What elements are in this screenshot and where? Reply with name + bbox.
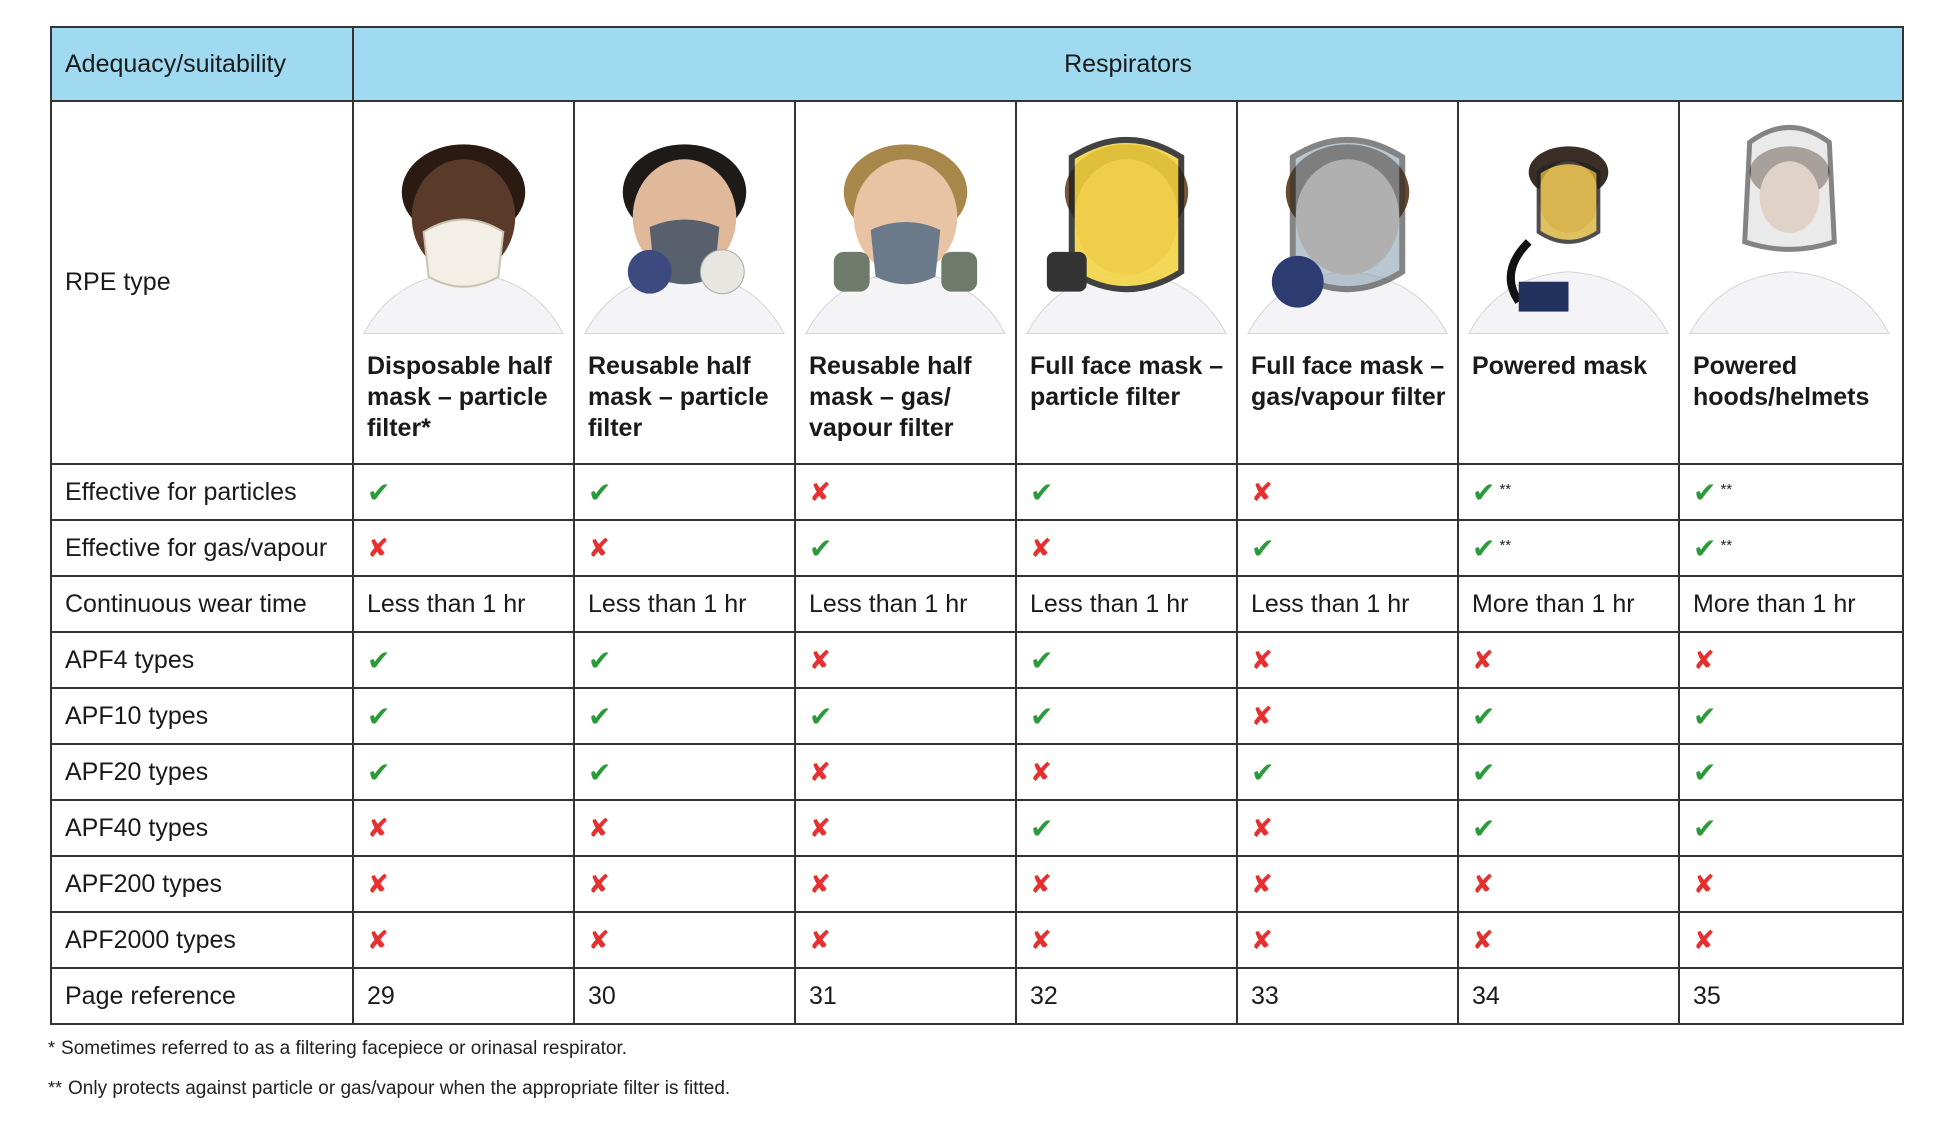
table-cell [574, 912, 795, 968]
table-cell [353, 800, 574, 856]
cross-icon: ✘ [1472, 868, 1494, 899]
table-cell [1016, 912, 1237, 968]
table-cell [574, 800, 795, 856]
adequacy-header: Adequacy/suitability [51, 27, 353, 101]
table-cell [353, 464, 574, 520]
table-cell [353, 520, 574, 576]
table-cell [1237, 464, 1458, 520]
table-cell [1679, 856, 1903, 912]
table-cell [1458, 856, 1679, 912]
table-cell [574, 632, 795, 688]
table-row [51, 632, 1903, 688]
table-row [51, 520, 1903, 576]
table-cell [574, 520, 795, 576]
person-illustration [1459, 102, 1678, 334]
cross-icon: ✘ [1251, 700, 1273, 731]
cross-icon: ✘ [1251, 812, 1273, 843]
table-cell [1679, 744, 1903, 800]
table-cell [1016, 744, 1237, 800]
rpe-type-name: Disposable half mask – particle filter* [353, 334, 574, 464]
row-label: Continuous wear time [51, 576, 353, 632]
tick-icon: ✔ [809, 700, 833, 732]
tick-icon: ✔ [1472, 812, 1496, 844]
cross-icon: ✘ [1030, 532, 1052, 563]
double-star-note: ** [1720, 480, 1733, 498]
cross-icon: ✘ [809, 644, 831, 675]
row-label: APF200 types [51, 856, 353, 912]
page-reference-cell: 32 [1016, 968, 1237, 1024]
table-cell [1679, 520, 1903, 576]
rpe-type-label: RPE type [51, 101, 353, 464]
table-cell [574, 744, 795, 800]
table-row [51, 464, 1903, 520]
table-cell [1458, 800, 1679, 856]
table-cell [795, 688, 1016, 744]
row-label: Effective for gas/vapour [51, 520, 353, 576]
tick-icon: ✔ [1472, 700, 1496, 732]
rpe-type-name: Full face mask – gas/vapour filter [1237, 334, 1458, 464]
tick-icon: ✔ [588, 756, 612, 788]
person-powered-mask-icon [1458, 101, 1679, 334]
footnote [48, 1078, 730, 1100]
row-label: APF4 types [51, 632, 353, 688]
table-row [51, 744, 1903, 800]
table-cell [1458, 912, 1679, 968]
tick-icon: ✔ [1030, 476, 1054, 508]
table-cell: Less than 1 hr [574, 576, 795, 632]
person-illustration [796, 102, 1015, 334]
cross-icon: ✘ [1472, 644, 1494, 675]
table-cell [353, 912, 574, 968]
rpe-comparison-table [50, 26, 1904, 1025]
cross-icon: ✘ [367, 868, 389, 899]
table-cell [1016, 856, 1237, 912]
person-reusable-half-mask-icon [574, 101, 795, 334]
cross-icon: ✘ [1030, 756, 1052, 787]
table-cell: Less than 1 hr [353, 576, 574, 632]
table-cell [574, 464, 795, 520]
table-cell [353, 688, 574, 744]
table-cell [1679, 688, 1903, 744]
table-cell [1458, 632, 1679, 688]
footnotes [48, 1038, 730, 1118]
table-cell [1237, 856, 1458, 912]
tick-icon: ✔ [1030, 644, 1054, 676]
cross-icon: ✘ [809, 924, 831, 955]
footnote-text: Only protects against particle or gas/vapour when the appropriate filter is fitted. [68, 1078, 731, 1099]
tick-icon: ✔ [367, 756, 391, 788]
tick-icon: ✔ [588, 700, 612, 732]
cross-icon: ✘ [367, 532, 389, 563]
table-cell [1237, 744, 1458, 800]
table-cell [795, 520, 1016, 576]
table-cell: Less than 1 hr [1016, 576, 1237, 632]
tick-icon: ✔ [1030, 812, 1054, 844]
table-row [51, 576, 1903, 632]
rpe-type-name: Reusable half mask – particle filter [574, 334, 795, 464]
cross-icon: ✘ [1693, 644, 1715, 675]
cross-icon: ✘ [1251, 868, 1273, 899]
row-label: Page reference [51, 968, 353, 1024]
table-cell [1016, 800, 1237, 856]
table-cell [1237, 800, 1458, 856]
table-cell [1458, 744, 1679, 800]
footnote [48, 1038, 730, 1060]
tick-icon: ✔ [1472, 756, 1496, 788]
rpe-type-name: Powered mask [1458, 334, 1679, 464]
cross-icon: ✘ [1693, 924, 1715, 955]
tick-icon: ✔ [1472, 476, 1496, 508]
footnote-mark: * [48, 1038, 56, 1058]
cross-icon: ✘ [1251, 476, 1273, 507]
person-illustration [1238, 102, 1457, 334]
table-cell: Less than 1 hr [1237, 576, 1458, 632]
page-reference-cell: 29 [353, 968, 574, 1024]
cross-icon: ✘ [1251, 644, 1273, 675]
double-star-note: ** [1499, 536, 1512, 554]
page-reference-cell: 31 [795, 968, 1016, 1024]
cross-icon: ✘ [1030, 868, 1052, 899]
tick-icon: ✔ [1030, 700, 1054, 732]
page-reference-cell: 35 [1679, 968, 1903, 1024]
table-cell [574, 856, 795, 912]
table-cell [353, 856, 574, 912]
tick-icon: ✔ [367, 644, 391, 676]
tick-icon: ✔ [1251, 756, 1275, 788]
cross-icon: ✘ [367, 924, 389, 955]
cross-icon: ✘ [1251, 924, 1273, 955]
person-full-face-mask-icon [1016, 101, 1237, 334]
tick-icon: ✔ [588, 476, 612, 508]
table-cell [1679, 912, 1903, 968]
tick-icon: ✔ [1693, 476, 1717, 508]
respirators-header: Respirators [353, 27, 1903, 101]
person-illustration [1017, 102, 1236, 334]
table-cell [1237, 520, 1458, 576]
row-label: APF40 types [51, 800, 353, 856]
person-full-face-gas-mask-icon [1237, 101, 1458, 334]
person-powered-hood-icon [1679, 101, 1903, 334]
cross-icon: ✘ [1030, 924, 1052, 955]
tick-icon: ✔ [588, 644, 612, 676]
page-reference-cell: 30 [574, 968, 795, 1024]
table-cell [1016, 632, 1237, 688]
table-cell [1679, 464, 1903, 520]
table-cell [795, 632, 1016, 688]
table-cell [1458, 520, 1679, 576]
row-label: APF20 types [51, 744, 353, 800]
cross-icon: ✘ [588, 812, 610, 843]
cross-icon: ✘ [588, 532, 610, 563]
rpe-type-name: Reusable half mask – gas/ vapour filter [795, 334, 1016, 464]
table-cell [1237, 632, 1458, 688]
table-cell [1458, 464, 1679, 520]
table-cell [1679, 800, 1903, 856]
cross-icon: ✘ [1472, 924, 1494, 955]
cross-icon: ✘ [588, 924, 610, 955]
tick-icon: ✔ [1693, 532, 1717, 564]
table-row [51, 800, 1903, 856]
tick-icon: ✔ [809, 532, 833, 564]
tick-icon: ✔ [367, 700, 391, 732]
person-disposable-mask-icon [353, 101, 574, 334]
person-half-mask-gas-icon [795, 101, 1016, 334]
table-cell [795, 744, 1016, 800]
table-cell [1237, 912, 1458, 968]
table-cell [795, 856, 1016, 912]
cross-icon: ✘ [1693, 868, 1715, 899]
table-row [51, 912, 1903, 968]
person-illustration [354, 102, 573, 334]
table-cell [1016, 464, 1237, 520]
table-cell [574, 688, 795, 744]
table-cell [1679, 632, 1903, 688]
footnote-mark: ** [48, 1078, 63, 1098]
table-cell: Less than 1 hr [795, 576, 1016, 632]
cross-icon: ✘ [809, 868, 831, 899]
tick-icon: ✔ [367, 476, 391, 508]
page-reference-cell: 33 [1237, 968, 1458, 1024]
tick-icon: ✔ [1693, 812, 1717, 844]
table-cell [1237, 688, 1458, 744]
table-cell [353, 632, 574, 688]
cross-icon: ✘ [588, 868, 610, 899]
cross-icon: ✘ [809, 756, 831, 787]
cross-icon: ✘ [367, 812, 389, 843]
table-cell [1458, 688, 1679, 744]
rpe-image-row [51, 101, 1903, 334]
tick-icon: ✔ [1251, 532, 1275, 564]
table-cell [795, 800, 1016, 856]
cross-icon: ✘ [809, 812, 831, 843]
page-reference-row [51, 968, 1903, 1024]
tick-icon: ✔ [1693, 756, 1717, 788]
row-label: APF2000 types [51, 912, 353, 968]
rpe-type-name: Powered hoods/helmets [1679, 334, 1903, 464]
table-row [51, 856, 1903, 912]
table-cell [353, 744, 574, 800]
person-illustration [1680, 102, 1899, 334]
table-cell [1016, 520, 1237, 576]
table-cell [1016, 688, 1237, 744]
table-row [51, 688, 1903, 744]
row-label: APF10 types [51, 688, 353, 744]
table-cell [795, 464, 1016, 520]
tick-icon: ✔ [1472, 532, 1496, 564]
person-illustration [575, 102, 794, 334]
tick-icon: ✔ [1693, 700, 1717, 732]
double-star-note: ** [1499, 480, 1512, 498]
cross-icon: ✘ [809, 476, 831, 507]
page-reference-cell: 34 [1458, 968, 1679, 1024]
table-cell [795, 912, 1016, 968]
double-star-note: ** [1720, 536, 1733, 554]
row-label: Effective for particles [51, 464, 353, 520]
table-cell: More than 1 hr [1679, 576, 1903, 632]
footnote-text: Sometimes referred to as a filtering facepiece or orinasal respirator. [61, 1038, 628, 1059]
rpe-type-name: Full face mask – particle filter [1016, 334, 1237, 464]
table-header-row [51, 27, 1903, 101]
table-cell: More than 1 hr [1458, 576, 1679, 632]
